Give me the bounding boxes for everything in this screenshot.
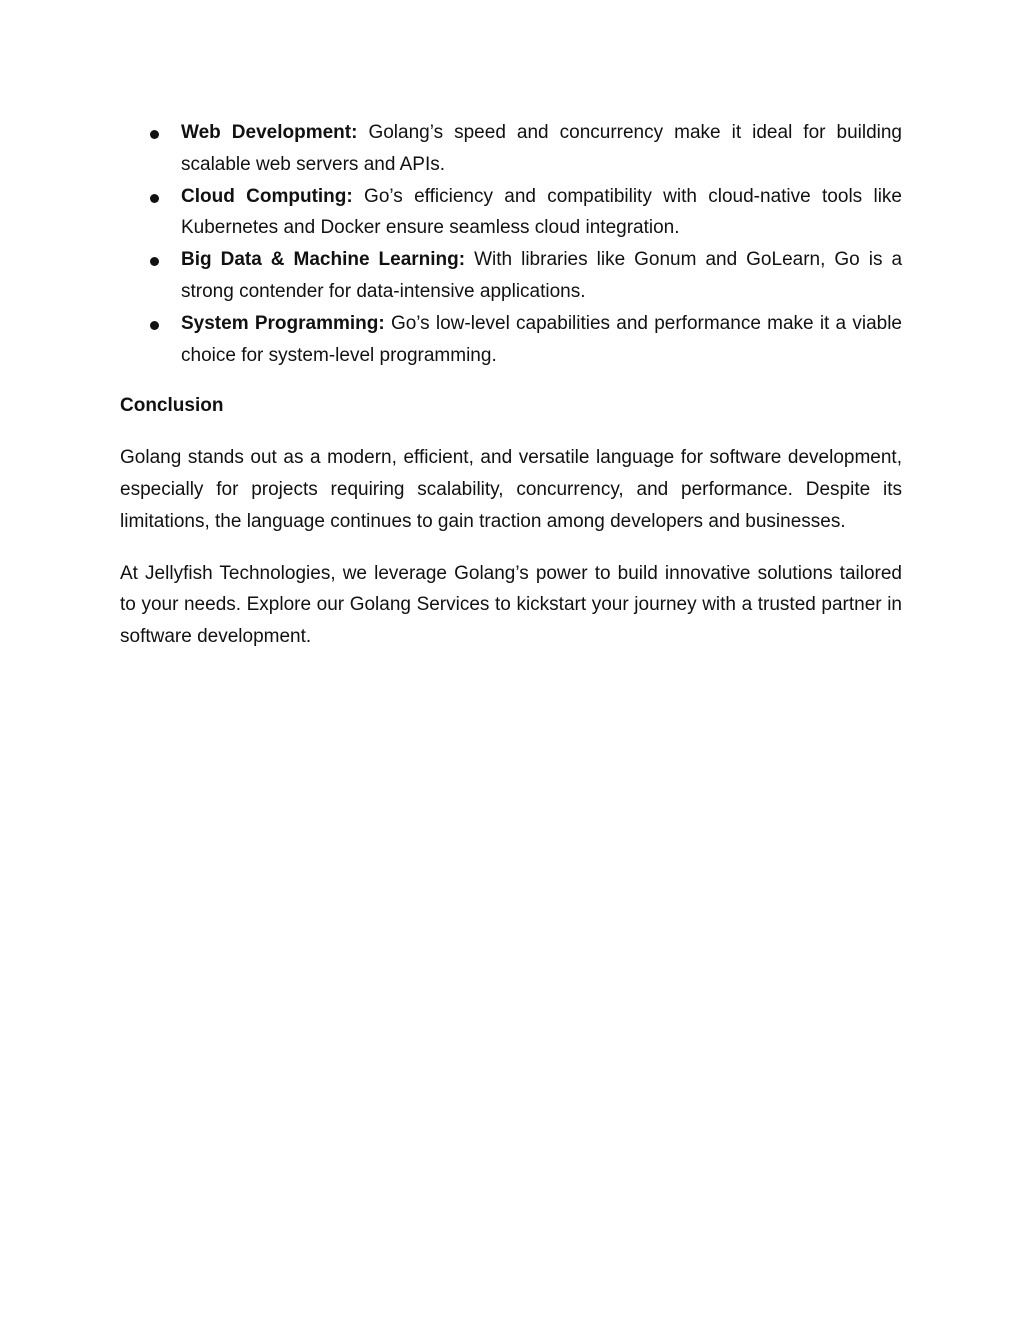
bullet-text: Golang’s speed and concurrency make it ideal for building scalable web servers and APIs. [181,122,902,175]
bullet-icon [150,257,159,266]
document-page [120,117,902,653]
bullet-term: System Programming: [181,312,385,334]
bullet-text: Go’s efficiency and compatibility with cloud-native tools like Kubernetes and Docker ensure seamless cloud integration. [181,185,902,239]
applications-bullet-list [120,117,902,371]
bullet-term: Cloud Computing: [181,185,353,207]
list-item [120,181,902,245]
closing-paragraph: At Jellyfish Technologies, we leverage Golang’s power to build innovative solutions tailored to your needs. Explore our Golang Services to kickstart your journey with a trusted partner in software development. [120,562,902,648]
conclusion-paragraph: Golang stands out as a modern, efficient, and versatile language for software development, especially for projects requiring scalability, concurrency, and performance. Despite its limitations, the language continues to gain traction among developers and businesses. [120,447,902,532]
list-item [120,117,902,181]
bullet-term: Web Development: [181,122,358,143]
list-item [120,308,902,372]
conclusion-heading: Conclusion [120,395,224,417]
bullet-term: Big Data & Machine Learning: [181,249,466,271]
bullet-icon [150,130,159,139]
bullet-text: Go’s low-level capabilities and performance make it a viable choice for system-level programming. [181,312,902,366]
list-item [120,244,902,308]
bullet-icon [150,194,159,203]
bullet-text: With libraries like Gonum and GoLearn, Go is a strong contender for data-intensive applications. [181,249,903,302]
bullet-icon [150,321,159,330]
